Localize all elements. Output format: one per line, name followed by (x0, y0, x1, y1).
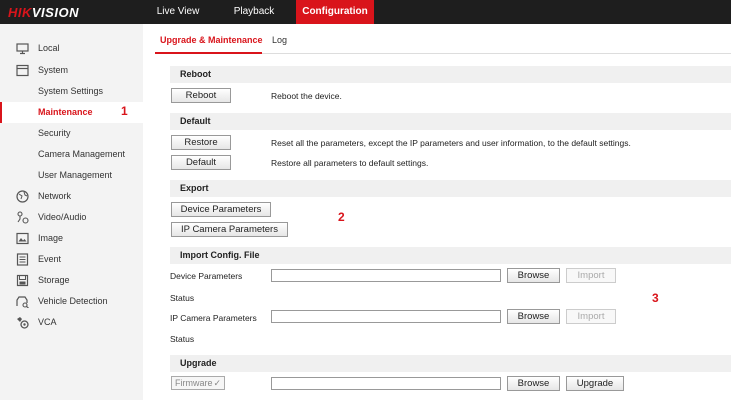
globe-icon (16, 190, 29, 203)
firmware-select[interactable] (171, 376, 225, 390)
storage-icon (16, 274, 29, 287)
import-device-browse-button[interactable]: Browse (507, 268, 560, 283)
sidebar-item-video-audio[interactable] (0, 207, 143, 228)
sidebar-item-vehicle-detection[interactable] (0, 291, 143, 312)
sidebar-item-image[interactable] (0, 228, 143, 249)
annotation-marker-3: 3 (652, 291, 659, 305)
event-icon (16, 253, 29, 266)
nav-configuration[interactable]: Configuration (296, 0, 374, 24)
chevron-down-icon: ✓ (213, 378, 221, 388)
top-bar (0, 0, 731, 24)
import-ip-camera-import-button[interactable]: Import (566, 309, 616, 324)
sidebar-item-vca[interactable] (0, 312, 143, 333)
sidebar-item-event[interactable] (0, 249, 143, 270)
export-ip-camera-parameters-button[interactable]: IP Camera Parameters (171, 222, 288, 237)
sidebar-label-storage: Storage (38, 275, 70, 285)
sidebar-label-video-audio: Video/Audio (38, 212, 87, 222)
sidebar-label-security: Security (38, 128, 71, 138)
sidebar-label-local: Local (38, 43, 60, 53)
default-button[interactable]: Default (171, 155, 231, 170)
sidebar-label-camera-management: Camera Management (38, 149, 126, 159)
nav-playback[interactable]: Playback (233, 6, 275, 17)
sidebar-label-system: System (38, 65, 69, 75)
import-device-status-label: Status (170, 293, 195, 303)
sidebar-label-user-management: User Management (38, 170, 113, 180)
import-ip-camera-parameters-file-input[interactable] (271, 310, 501, 323)
annotation-marker-1: 1 (121, 104, 128, 118)
sidebar-item-user-management[interactable] (0, 165, 143, 186)
sidebar (0, 24, 143, 400)
default-description: Restore all parameters to default settings. (271, 158, 429, 168)
sidebar-item-system-settings[interactable] (0, 81, 143, 102)
import-ip-camera-browse-button[interactable]: Browse (507, 309, 560, 324)
sidebar-label-event: Event (38, 254, 62, 264)
sidebar-item-network[interactable] (0, 186, 143, 207)
sidebar-item-camera-management[interactable] (0, 144, 143, 165)
section-reboot-header: Reboot (170, 66, 731, 83)
tab-log[interactable]: Log (272, 35, 288, 45)
vca-icon (16, 316, 29, 329)
nav-live-view[interactable]: Live View (156, 6, 200, 17)
sidebar-label-system-settings: System Settings (38, 86, 104, 96)
sidebar-item-system[interactable] (0, 60, 143, 81)
tab-active-indicator (155, 52, 262, 54)
sidebar-label-vehicle-detection: Vehicle Detection (38, 296, 108, 306)
import-device-parameters-label: Device Parameters (170, 271, 243, 281)
restore-description: Reset all the parameters, except the IP parameters and user information, to the default settings. (271, 138, 631, 148)
sidebar-label-vca: VCA (38, 317, 57, 327)
monitor-icon (16, 42, 29, 55)
upgrade-button[interactable]: Upgrade (566, 376, 624, 391)
sidebar-label-network: Network (38, 191, 72, 201)
hikvision-logo (8, 5, 79, 20)
section-default-header: Default (170, 113, 731, 130)
logo-text-red: HIK (8, 5, 32, 20)
import-device-parameters-file-input[interactable] (271, 269, 501, 282)
restore-button[interactable]: Restore (171, 135, 231, 150)
tab-upgrade-maintenance[interactable]: Upgrade & Maintenance (160, 35, 263, 45)
system-icon (16, 64, 29, 77)
sidebar-item-local[interactable] (0, 38, 143, 59)
sidebar-item-security[interactable] (0, 123, 143, 144)
export-device-parameters-button[interactable]: Device Parameters (171, 202, 271, 217)
section-upgrade-header: Upgrade (170, 355, 731, 372)
section-import-header: Import Config. File (170, 247, 731, 264)
video-audio-icon (16, 211, 29, 224)
import-ip-camera-parameters-label: IP Camera Parameters (170, 313, 257, 323)
image-icon (16, 232, 29, 245)
annotation-marker-2: 2 (338, 210, 345, 224)
import-device-import-button[interactable]: Import (566, 268, 616, 283)
sidebar-label-image: Image (38, 233, 64, 243)
upgrade-file-input[interactable] (271, 377, 501, 390)
import-ip-camera-status-label: Status (170, 334, 195, 344)
upgrade-browse-button[interactable]: Browse (507, 376, 560, 391)
vehicle-detection-icon (16, 295, 29, 308)
firmware-select-value: Firmware (175, 378, 213, 388)
reboot-button[interactable]: Reboot (171, 88, 231, 103)
sidebar-item-storage[interactable] (0, 270, 143, 291)
section-export-header: Export (170, 180, 731, 197)
reboot-description: Reboot the device. (271, 91, 342, 101)
logo-text-white: VISION (31, 5, 79, 20)
sidebar-label-maintenance: Maintenance (38, 107, 93, 117)
